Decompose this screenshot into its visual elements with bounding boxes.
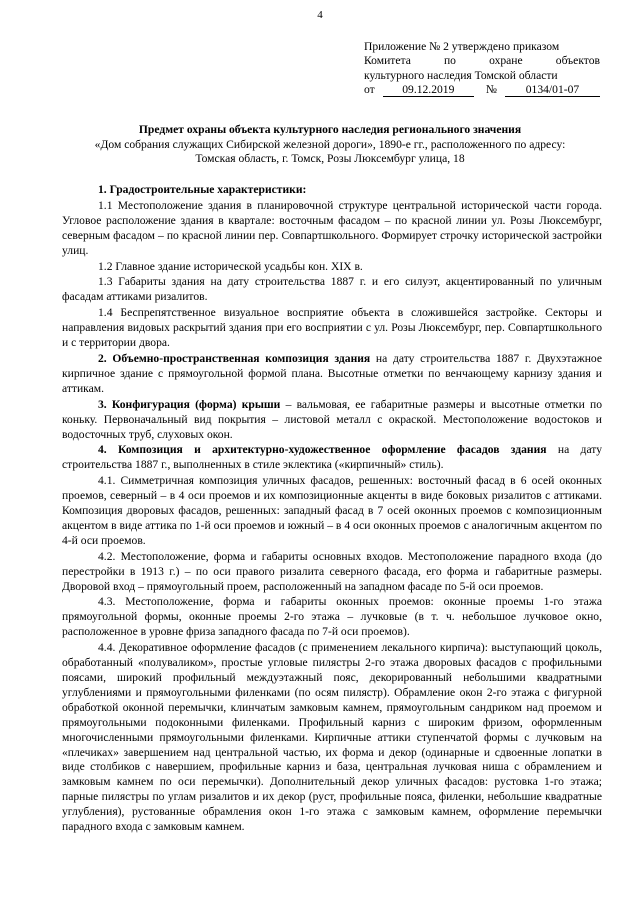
approval-date: 09.12.2019: [383, 84, 474, 97]
section-4-heading: 4. Композиция и архитектурно-художественное оформление фасадов здания: [98, 443, 547, 457]
section-2: [62, 352, 602, 397]
section-2-heading: 2. Объемно-пространственная композиция здания: [98, 351, 371, 365]
paragraph-1-4: 1.4 Беспрепятственное визуальное восприятие объекта в сложившейся застройке. Секторы и направления видовых раскрытий здания при его восприятии с ул. Розы Люксембург, пер. Совпартшкольного и с территории двора.: [62, 306, 602, 350]
approval-line-1: Приложение № 2 утверждено приказом: [364, 40, 560, 53]
section-1-heading-text: 1. Градостроительные характеристики:: [98, 183, 307, 196]
document-body: [62, 183, 602, 835]
section-2-text: на дату строительства 1887 г. Двухэтажное кирпичное здание с прямоугольной формой плана. Высотные отметки по венчающему карнизу здания и аттикам.: [62, 351, 602, 395]
section-3-heading: 3. Конфигурация (форма) крыши: [98, 397, 281, 411]
page-number: 4: [317, 9, 323, 21]
paragraph-4-2: 4.2. Местоположение, форма и габариты основных входов. Местоположение парадного входа (до перестройки в 1913 г.) – по оси правого ризалита северного фасада, его форма и габаритные размеры. Дворовой вход – прямоугольный проем, расположенный на западном фасаде по 5-й оси проемов.: [62, 549, 602, 593]
paragraph-1-1: 1.1 Местоположение здания в планировочной структуре центральной исторической части города. Угловое расположение здания в квартале: восточным фасадом – по красной линии ул. Розы Люксембург, северным фасадом – по красной линии пер. Совпартшкольного. Формирует строчку исторической застройки улиц.: [62, 198, 602, 257]
paragraph-4-3: 4.3. Местоположение, форма и габариты оконных проемов: оконные проемы 1-го этажа прямоугольной формы, оконные проемы 2-го этажа – лучковые (в т. ч. небольшое лучковое окно, расположенное в уровне фриза западного фасада по 7-й оси проемов).: [62, 595, 602, 639]
section-4-text: на дату строительства 1887 г., выполненных в стиле эклектика («кирпичный» стиль).: [62, 443, 602, 472]
title-line-3: Томская область, г. Томск, Розы Люксембург улица, 18: [195, 152, 465, 166]
paragraph-4-1: 4.1. Симметричная композиция уличных фасадов, решенных: восточный фасад в 6 осей оконных проемов, северный – в 4 оси проемов и их композиционные акценты в виде боковых ризалитов с аттиками. Композиция дворовых фасадов, решенных: западный фасад в 7 осей оконных проемов с композиционным акцентом в виде аттика по 1-й оси проемов и южный – в 4 оси оконных проемов с аналогичным акцентом по 4-й оси проемов.: [62, 474, 602, 547]
paragraph-4-4: 4.4. Декоративное оформление фасадов (с применением лекального кирпича): выступающий цоколь, обработанный «полуваликом», простые угловые пилястры 2-го этажа дворовых фасадов с профильными поясами, широкий профильный междуэтажный пояс, декорированный небольшими квадратными углублениями и прямоугольными филенками (по осям пилястр). Обрамление окон 2-го этажа с фигурной обработкой оконной перемычки, клинчатым замковым камнем, прямоугольным сандриком над проемом и прямоугольными подоконными филенками. Профильный карниз с широким фризом, оформленным многочисленными прямоугольными филенками. Кирпичные аттики ступенчатой формы с лучковым на «плечиках» завершением над центральной частью, их форма и декор (одинарные и сдвоенные лопатки в виде столбиков с навершием, профильные карниз и база, центральная лучковая ниша с обрамлением и замковым камнем по оси перемычки). Дополнительный декор уличных фасадов: рустовка 1-го этажа; парные пилястры по углам ризалитов и их декор (руст, профильные пояса, филенки, небольшие квадратные углубления), рустованные обрамления окон 1-го этажа с замковым камнем, оформление перемычки парадного входа с замковым камнем.: [62, 641, 602, 834]
approval-line-2: Комитета по охране объектов: [364, 54, 600, 68]
paragraph-1-2: 1.2 Главное здание исторической усадьбы кон. XIX в.: [98, 259, 363, 273]
approval-number: 0134/01-07: [505, 84, 600, 97]
section-3: [62, 398, 602, 443]
approval-number-label: №: [485, 82, 497, 96]
document-title: [56, 123, 604, 167]
approval-block: [364, 40, 600, 97]
approval-line-3: культурного наследия Томской области: [364, 68, 558, 82]
section-3-text: – вальмовая, ее габаритные размеры и высотные отметки по коньку. Первоначальный вид покрытия – листовой металл с окраской. Местоположение водостоков и водосточных труб, слуховых окон.: [62, 397, 602, 441]
title-line-1: Предмет охраны объекта культурного наследия регионального значения: [138, 123, 522, 136]
approval-signature-line: [364, 83, 600, 97]
section-4: [62, 443, 602, 473]
paragraph-1-3: 1.3 Габариты здания на дату строительства 1887 г. и его силуэт, акцентированный по уличным фасадам аттиками ризалитов.: [62, 275, 602, 304]
title-line-2: «Дом собрания служащих Сибирской железной дороги», 1890-е гг., расположенного по адресу:: [94, 137, 566, 151]
approval-from-label: от: [364, 82, 375, 96]
section-1-heading: [62, 183, 602, 198]
